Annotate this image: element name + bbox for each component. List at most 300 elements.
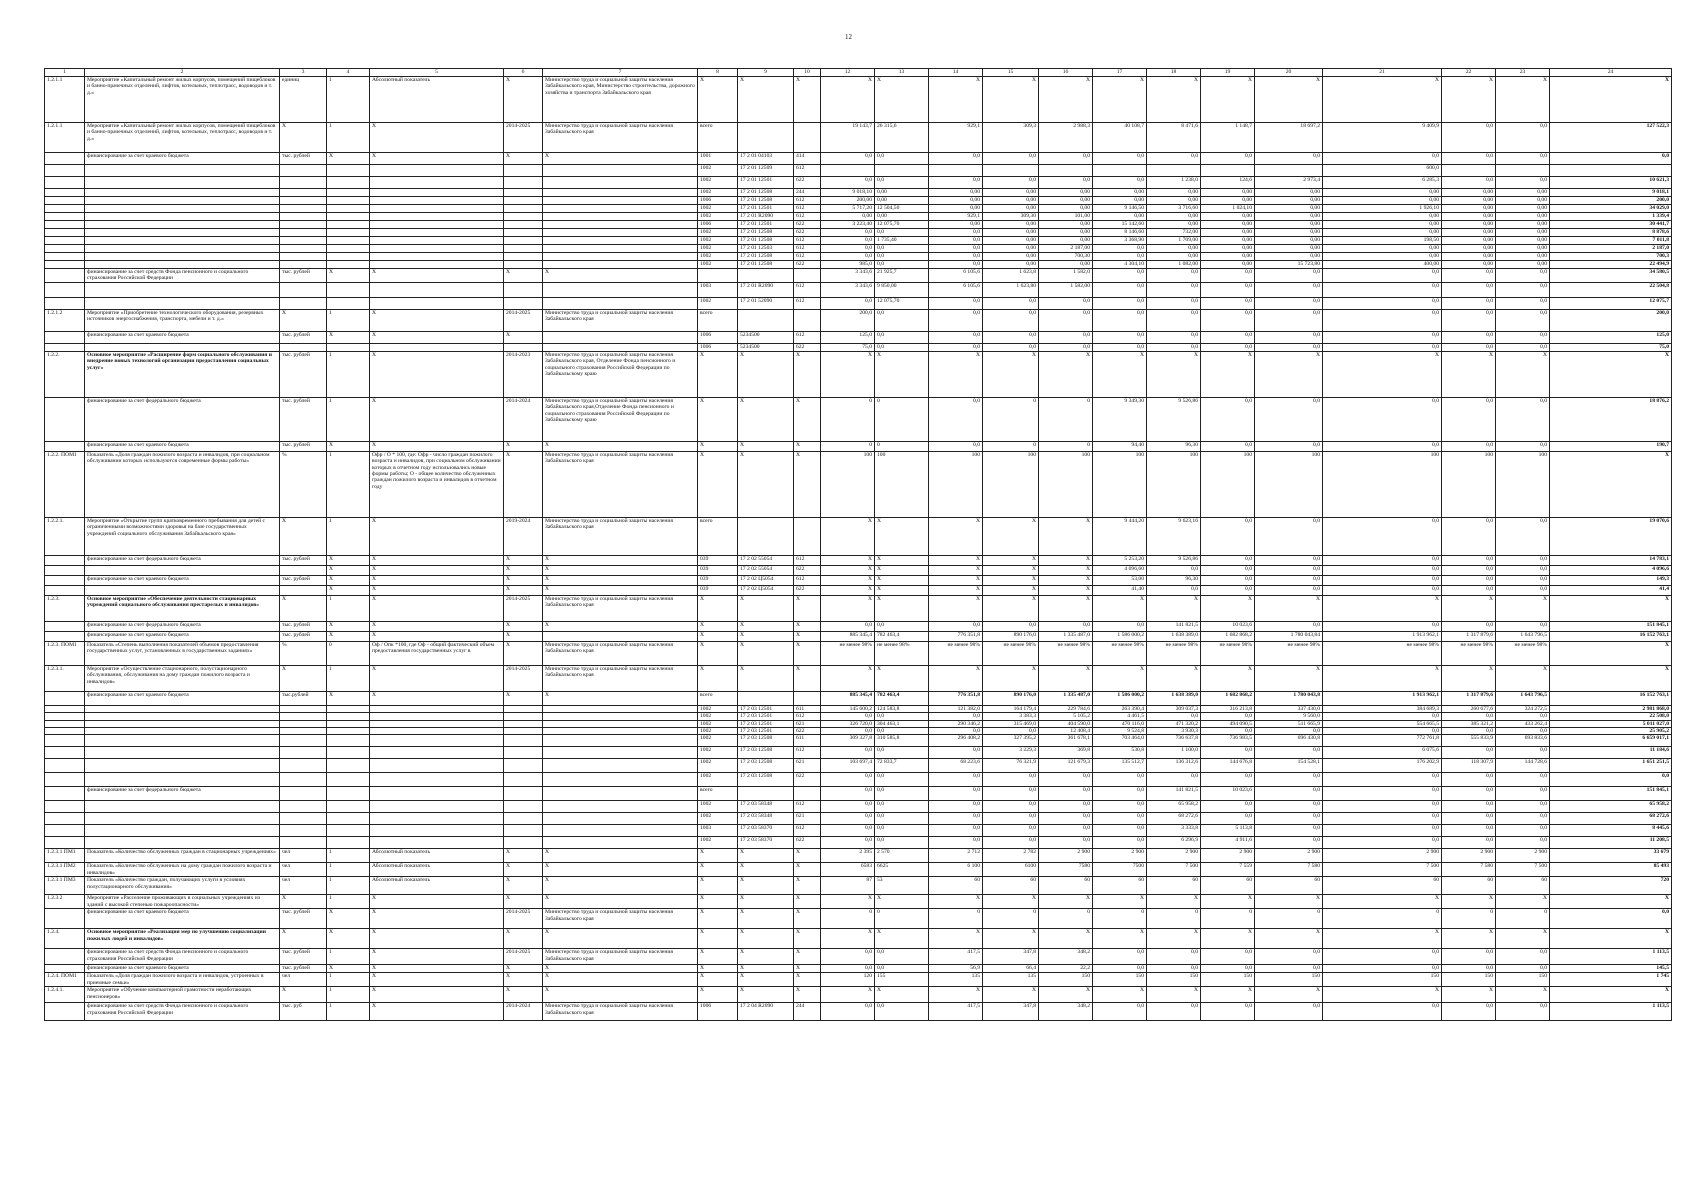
table-row	[45, 221, 1672, 229]
table-cell: 53,00	[1093, 575, 1147, 585]
table-cell: 17 2 02 Ц5054	[738, 575, 794, 585]
table-cell: 176 202,9	[1323, 759, 1442, 773]
table-cell: 384 689,3	[1323, 705, 1442, 712]
table-cell: 260 677,6	[1442, 705, 1496, 712]
table-cell	[45, 221, 85, 229]
table-cell	[543, 297, 698, 309]
table-cell: 0,0	[1255, 773, 1323, 787]
table-cell	[45, 205, 85, 213]
table-cell: Х	[794, 621, 821, 631]
table-cell: финансирование за счет средств Фонда пенсионного и социального страхования Российской Федерации	[85, 1003, 280, 1021]
table-cell	[543, 221, 698, 229]
table-cell: 736 983,5	[1201, 735, 1255, 747]
table-cell: 1 238,0	[1147, 177, 1201, 189]
table-cell: финансирование за счет краевого бюджета	[85, 331, 280, 343]
table-cell: 60	[1147, 877, 1201, 895]
table-cell	[504, 705, 543, 712]
table-cell: Х	[875, 351, 929, 397]
table-cell: Х	[821, 517, 875, 555]
table-cell	[327, 205, 370, 213]
table-cell	[1442, 165, 1496, 177]
table-cell: 7 500	[1496, 863, 1550, 877]
table-cell	[280, 205, 327, 213]
table-cell: Мероприятие «Капитальный ремонт жилых корпусов, помещений пищеблоков и банно-прачечных отделений, лифтов, котельных, теплотрасс, водоводов и т. д.»	[85, 123, 280, 153]
table-cell: 327 395,2	[983, 735, 1039, 747]
table-cell: 0,00	[1323, 221, 1442, 229]
table-cell	[370, 213, 504, 221]
table-cell: 0,0	[1496, 269, 1550, 283]
table-cell: 0,0	[821, 949, 875, 965]
table-cell: Х	[875, 77, 929, 123]
table-cell: 9 560,0	[1255, 713, 1323, 720]
table-cell: 414	[794, 153, 821, 165]
table-cell	[45, 909, 85, 929]
table-cell: Х	[504, 631, 543, 641]
table-cell: 1 682 868,2	[1201, 631, 1255, 641]
table-cell	[543, 825, 698, 837]
table-cell: 0,0	[1147, 949, 1201, 965]
table-cell: 0,00	[929, 197, 983, 205]
table-row	[45, 909, 1672, 929]
table-cell: чел	[280, 849, 327, 863]
table-cell: 0,0	[1496, 177, 1550, 189]
table-cell: Х	[370, 153, 504, 165]
table-cell: 100	[875, 451, 929, 517]
table-cell: 985,0	[821, 261, 875, 269]
table-cell: 0,00	[1323, 253, 1442, 261]
table-cell: Х	[1255, 895, 1323, 909]
table-cell: 1006	[698, 197, 738, 205]
table-cell	[45, 153, 85, 165]
table-cell: Х	[929, 665, 983, 691]
table-cell: 0,0	[1442, 565, 1496, 575]
table-cell	[45, 965, 85, 973]
table-cell: 0,0	[1039, 343, 1093, 351]
table-cell: 0,00	[1496, 237, 1550, 245]
table-cell	[543, 631, 698, 641]
table-cell: 554 665,5	[1323, 720, 1442, 727]
table-cell: 0,0	[1255, 728, 1323, 735]
table-cell: Показатель «Доля граждан пожилого возраста и инвалидов, при социальном обслуживании которых используются современные формы работы»	[85, 451, 280, 517]
table-cell: 0,0	[1039, 621, 1093, 631]
table-cell: Х	[929, 77, 983, 123]
table-cell: 0,0	[875, 837, 929, 849]
table-cell: 622	[794, 221, 821, 229]
table-cell: 0,0	[1323, 1003, 1442, 1021]
column-number-1: 1	[45, 69, 85, 77]
table-cell: Х	[1093, 351, 1147, 397]
table-cell	[327, 221, 370, 229]
table-cell: Х	[794, 441, 821, 451]
table-cell: Х	[1255, 77, 1323, 123]
page-number: 12	[845, 33, 852, 41]
table-cell: 0,0	[983, 309, 1039, 331]
table-cell: 3 343,6	[821, 269, 875, 283]
table-cell: 0,00	[1147, 253, 1201, 261]
table-cell: 7 580	[1255, 863, 1323, 877]
table-cell	[280, 213, 327, 221]
table-cell: 0,0	[1201, 813, 1255, 825]
table-cell	[370, 773, 504, 787]
table-cell: 0,00	[1039, 205, 1093, 213]
table-cell: 0,0	[1323, 621, 1442, 631]
table-cell: 1	[327, 77, 370, 123]
table-cell	[327, 825, 370, 837]
table-cell: 0,0	[1147, 565, 1201, 575]
table-cell	[45, 735, 85, 747]
table-cell	[370, 735, 504, 747]
table-cell: 0,00	[875, 197, 929, 205]
table-cell: 0,0	[1323, 269, 1442, 283]
table-cell: Х	[1039, 565, 1093, 575]
table-cell: единиц	[280, 77, 327, 123]
table-cell: 0,0	[929, 343, 983, 351]
table-cell: 0,0	[1255, 153, 1323, 165]
table-cell: 1006	[698, 343, 738, 351]
table-cell	[504, 735, 543, 747]
table-cell	[370, 759, 504, 773]
table-cell: 0,0	[1496, 1003, 1550, 1021]
table-cell: тыс. рублей	[280, 949, 327, 965]
table-cell: Х	[1323, 895, 1442, 909]
table-cell: 1 586 000,2	[1093, 631, 1147, 641]
table-cell	[280, 189, 327, 197]
table-cell: 0,0	[983, 297, 1039, 309]
table-cell: 611	[794, 735, 821, 747]
table-cell: 316 213,8	[1201, 705, 1255, 712]
table-row	[45, 237, 1672, 245]
table-cell	[543, 189, 698, 197]
table-cell	[280, 787, 327, 801]
table-cell: Х	[504, 863, 543, 877]
table-cell: 1002	[698, 297, 738, 309]
table-cell: 150	[1039, 973, 1093, 987]
table-cell: 0,0	[929, 747, 983, 759]
table-cell: Х	[738, 397, 794, 441]
table-cell	[1496, 165, 1550, 177]
table-cell: всего	[698, 309, 738, 331]
table-cell	[738, 517, 794, 555]
table-cell	[327, 261, 370, 269]
table-cell: Х	[370, 665, 504, 691]
table-cell: Х	[821, 987, 875, 1003]
table-cell: Х	[543, 849, 698, 863]
table-cell: 0,0	[1255, 343, 1323, 351]
table-cell: Х	[738, 441, 794, 451]
table-cell: 0,0	[929, 245, 983, 253]
table-cell: Х	[1323, 77, 1442, 123]
table-cell: 0,0	[875, 177, 929, 189]
table-cell: 0,00	[1039, 189, 1093, 197]
table-cell: 612	[794, 213, 821, 221]
table-cell: тыс. рублей	[280, 631, 327, 641]
table-cell	[85, 165, 280, 177]
table-row	[45, 351, 1672, 397]
table-cell: 1002	[698, 728, 738, 735]
table-cell: не менее 98%	[983, 641, 1039, 665]
table-cell	[327, 253, 370, 261]
table-cell: Мероприятие «Обучение компьютерной грамотности неработающих пенсионеров»	[85, 987, 280, 1003]
table-cell: 125,0	[821, 331, 875, 343]
table-cell: Х	[370, 621, 504, 631]
table-cell	[45, 801, 85, 813]
table-cell	[370, 728, 504, 735]
table-cell: 150	[1323, 973, 1442, 987]
table-cell	[280, 813, 327, 825]
table-cell: 0,00	[1201, 229, 1255, 237]
table-cell: 0,00	[1496, 213, 1550, 221]
table-cell: 732,00	[1147, 229, 1201, 237]
table-cell: 324 272,5	[1496, 705, 1550, 712]
table-cell: Х	[698, 909, 738, 929]
table-cell: 100	[1496, 451, 1550, 517]
table-cell: 0,00	[983, 261, 1039, 269]
table-cell: 0,0	[1496, 825, 1550, 837]
table-cell: 0,0	[1442, 837, 1496, 849]
table-cell: 150	[1255, 973, 1323, 987]
table-cell: 118 307,9	[1442, 759, 1496, 773]
table-cell: 103 697,4	[821, 759, 875, 773]
table-cell	[280, 705, 327, 712]
table-cell: 0,0	[1442, 773, 1496, 787]
table-cell: 0	[1039, 397, 1093, 441]
table-cell: 0,0	[983, 343, 1039, 351]
table-cell	[543, 837, 698, 849]
table-cell: 17 2 01 12501	[738, 177, 794, 189]
table-row	[45, 863, 1672, 877]
table-cell	[794, 309, 821, 331]
table-cell: 7 559	[1201, 863, 1255, 877]
table-cell: Х	[1147, 351, 1201, 397]
table-cell: 33 679	[1550, 849, 1672, 863]
table-cell: 0,0	[983, 621, 1039, 631]
table-cell: Х	[929, 351, 983, 397]
table-cell: Офр / О * 100, где: Офр - число граждан пожилого возраста и инвалидов, при социальном обслуживании которых в отчетном году использовались новые формы работы; О - общее количество обслуженных граждан пожилого возраста и инвалидов в отчетном году	[370, 451, 504, 517]
table-cell: финансирование за счет федерального бюджета	[85, 555, 280, 565]
table-cell: 622	[794, 728, 821, 735]
table-cell: Х	[821, 565, 875, 575]
table-cell: 0,0	[1496, 343, 1550, 351]
table-cell: 0,0	[1323, 965, 1442, 973]
table-cell: Х	[1442, 987, 1496, 1003]
table-cell: 0,0	[1442, 555, 1496, 565]
table-cell: 2014-2025	[504, 909, 543, 929]
table-cell	[738, 269, 794, 283]
table-cell: 2014-2025	[504, 665, 543, 691]
table-cell	[280, 253, 327, 261]
table-cell	[45, 575, 85, 585]
table-cell: Х	[794, 895, 821, 909]
table-cell: Х	[327, 153, 370, 165]
table-row	[45, 297, 1672, 309]
table-cell: 17 2 03 12501	[738, 713, 794, 720]
table-cell: 0,0	[1323, 728, 1442, 735]
column-number-7: 7	[543, 69, 698, 77]
table-row	[45, 197, 1672, 205]
table-cell: 0,00	[1255, 245, 1323, 253]
table-cell: 0,0	[821, 773, 875, 787]
table-cell: Х	[875, 555, 929, 565]
table-cell: 0,0	[1039, 309, 1093, 331]
table-cell: Х	[1550, 665, 1672, 691]
table-cell	[85, 297, 280, 309]
table-cell: Х	[821, 351, 875, 397]
table-cell: 555 833,9	[1442, 735, 1496, 747]
table-cell: 0,00	[983, 197, 1039, 205]
table-cell: 100	[1255, 451, 1323, 517]
table-cell: 0,0	[1323, 397, 1442, 441]
table-cell: 0,0	[1323, 565, 1442, 575]
table-cell	[85, 177, 280, 189]
table-cell: 244	[794, 1003, 821, 1021]
table-cell	[370, 343, 504, 351]
table-row	[45, 849, 1672, 863]
table-cell	[1550, 165, 1672, 177]
table-cell: Х	[1550, 77, 1672, 123]
table-cell: 0,00	[1201, 221, 1255, 229]
table-cell: Министерство труда и социальной защиты населения Забайкальского края	[543, 517, 698, 555]
table-cell: Показатель «Доля граждан пожилого возраста и инвалидов, устроенных в приемные семьи»	[85, 973, 280, 987]
table-cell: Х	[698, 849, 738, 863]
table-cell: 9 018,1	[1550, 189, 1672, 197]
table-cell: 12 075,70	[875, 221, 929, 229]
table-cell: 5 105,2	[1039, 713, 1093, 720]
table-cell: 0,0	[1255, 555, 1323, 565]
table-cell: Х	[738, 849, 794, 863]
table-cell: 0,0	[1147, 269, 1201, 283]
table-cell: 60	[983, 877, 1039, 895]
table-cell: 17 2 01 R2090	[738, 282, 794, 297]
table-cell: Х	[1093, 665, 1147, 691]
table-cell: всего	[698, 691, 738, 705]
table-cell: Х	[875, 585, 929, 595]
table-row	[45, 189, 1672, 197]
table-cell	[983, 165, 1039, 177]
table-cell: тыс. рублей	[280, 269, 327, 283]
table-cell: 0,00	[1496, 245, 1550, 253]
table-cell: 0,0	[1496, 309, 1550, 331]
table-cell: Х	[327, 929, 370, 949]
table-cell: 0,00	[1442, 229, 1496, 237]
table-cell	[543, 237, 698, 245]
table-cell: 0,0	[1039, 801, 1093, 813]
table-cell	[543, 282, 698, 297]
table-cell: 0,0	[929, 297, 983, 309]
table-cell: Х	[1039, 595, 1093, 621]
table-cell: 0,0	[1496, 621, 1550, 631]
table-cell: 56,9	[929, 965, 983, 973]
table-cell	[45, 177, 85, 189]
table-cell: 0,00	[1255, 237, 1323, 245]
table-cell: 17 2 03 58370	[738, 825, 794, 837]
table-cell	[929, 165, 983, 177]
table-cell: 60	[1093, 877, 1147, 895]
table-cell: 0,0	[821, 237, 875, 245]
table-cell	[85, 565, 280, 575]
table-cell: 0,00	[1201, 237, 1255, 245]
table-row	[45, 585, 1672, 595]
table-cell: 622	[794, 177, 821, 189]
table-cell	[280, 245, 327, 253]
table-cell: 347,8	[983, 949, 1039, 965]
table-cell: Х	[698, 641, 738, 665]
table-cell	[504, 177, 543, 189]
table-cell: 1	[327, 863, 370, 877]
table-cell: Х	[504, 621, 543, 631]
table-row	[45, 269, 1672, 283]
table-cell	[280, 261, 327, 269]
table-cell: Х	[983, 565, 1039, 575]
table-cell: 0,00	[1201, 253, 1255, 261]
table-cell: 5 253,20	[1093, 555, 1147, 565]
table-cell: финансирование за счет федерального бюджета	[85, 621, 280, 631]
table-cell: 621	[794, 759, 821, 773]
table-cell: 0,00	[929, 189, 983, 197]
table-cell: 0,0	[1147, 773, 1201, 787]
table-cell: 1 735,40	[875, 237, 929, 245]
table-cell: Х	[1147, 595, 1201, 621]
table-cell: 0,0	[929, 229, 983, 237]
table-cell: 17 2 01 12509	[738, 165, 794, 177]
table-cell: Х	[794, 631, 821, 641]
table-cell: 0,0	[821, 153, 875, 165]
table-cell: 30 441,7	[1550, 221, 1672, 229]
table-cell	[45, 555, 85, 565]
table-cell: 1006	[698, 331, 738, 343]
table-cell: Х	[504, 331, 543, 343]
table-cell: 1002	[698, 713, 738, 720]
table-cell: 0,0	[1201, 309, 1255, 331]
column-number-14: 14	[929, 69, 983, 77]
table-cell: 1.2.3.1 ПМ2	[45, 863, 85, 877]
table-row	[45, 895, 1672, 909]
table-cell: Х	[738, 949, 794, 965]
table-cell: Министерство труда и социальной защиты населения Забайкальского края	[543, 1003, 698, 1021]
table-cell: Х	[738, 621, 794, 631]
table-row	[45, 451, 1672, 517]
table-cell	[45, 269, 85, 283]
column-number-20: 20	[1255, 69, 1323, 77]
table-cell	[327, 189, 370, 197]
table-cell: 1 780 043,84	[1255, 631, 1323, 641]
table-cell: 0,0	[821, 801, 875, 813]
table-cell: 0,0	[1255, 297, 1323, 309]
table-cell: Х	[504, 895, 543, 909]
table-cell: 0,00	[1496, 205, 1550, 213]
table-cell: 417,5	[929, 949, 983, 965]
table-cell	[327, 801, 370, 813]
table-cell: 0,0	[1093, 245, 1147, 253]
table-cell: 0,00	[1442, 205, 1496, 213]
table-cell	[45, 773, 85, 787]
table-cell	[327, 728, 370, 735]
table-cell: 60	[929, 877, 983, 895]
table-cell: 1002	[698, 213, 738, 221]
table-cell: тыс. руб	[280, 1003, 327, 1021]
table-row	[45, 253, 1672, 261]
table-cell: 1002	[698, 177, 738, 189]
table-cell: 417,5	[929, 1003, 983, 1021]
table-cell	[85, 825, 280, 837]
table-cell: 0,0	[1039, 331, 1093, 343]
table-cell: 0,0	[1323, 575, 1442, 585]
table-cell: 2 900	[1201, 849, 1255, 863]
table-cell: Х	[543, 565, 698, 575]
table-cell: 0,0	[875, 747, 929, 759]
table-cell: 0,0	[1255, 787, 1323, 801]
table-cell: 0,00	[875, 189, 929, 197]
table-cell: Х	[1496, 351, 1550, 397]
